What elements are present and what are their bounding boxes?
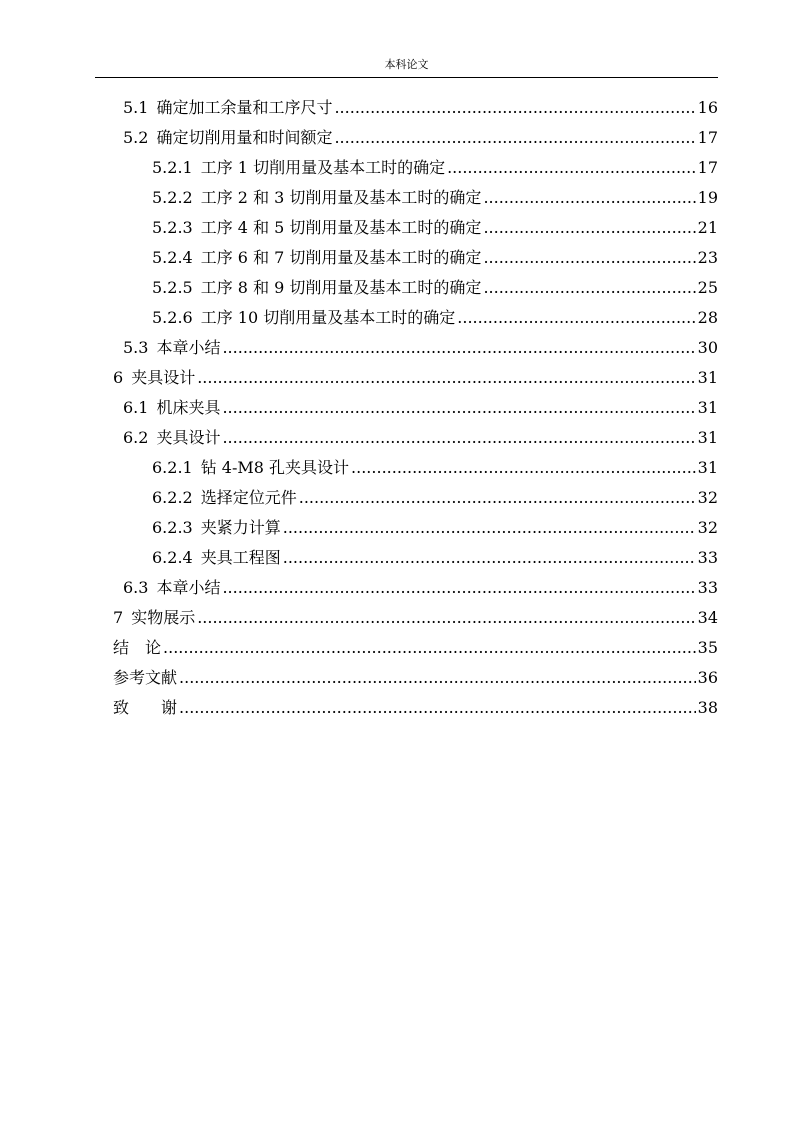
toc-entry-title: 工序 10 切削用量及基本工时的确定 bbox=[200, 308, 456, 327]
toc-dot-leader bbox=[334, 93, 695, 123]
toc-entry-page: 31 bbox=[697, 428, 718, 447]
toc-entry[interactable] bbox=[152, 273, 718, 303]
toc-entry[interactable] bbox=[113, 693, 718, 723]
toc-entry-number: 6.2.2 bbox=[152, 488, 193, 507]
toc-entry-page: 36 bbox=[697, 668, 718, 687]
toc-dot-leader bbox=[222, 333, 695, 363]
toc-entry-page: 23 bbox=[697, 248, 718, 267]
toc-entry-title: 夹具设计 bbox=[156, 428, 221, 447]
toc-entry-page: 33 bbox=[697, 578, 718, 597]
toc-entry-number: 6.3 bbox=[123, 578, 149, 597]
toc-entry-title: 致 谢 bbox=[113, 698, 178, 717]
toc-entry-page: 28 bbox=[697, 308, 718, 327]
toc-entry-title: 夹紧力计算 bbox=[200, 518, 281, 537]
toc-entry[interactable] bbox=[123, 393, 718, 423]
toc-dot-leader bbox=[334, 123, 695, 153]
toc-dot-leader bbox=[222, 423, 695, 453]
toc-entry-page: 19 bbox=[697, 188, 718, 207]
toc-entry[interactable] bbox=[113, 663, 718, 693]
toc-entry-title: 工序 2 和 3 切削用量及基本工时的确定 bbox=[200, 188, 482, 207]
toc-entry-number: 5.2.1 bbox=[152, 158, 193, 177]
toc-entry-page: 31 bbox=[697, 368, 718, 387]
toc-entry-number: 6.2.1 bbox=[152, 458, 193, 477]
toc-entry-number: 7 bbox=[113, 608, 124, 627]
toc-entry-page: 25 bbox=[697, 278, 718, 297]
toc-entry-page: 32 bbox=[697, 518, 718, 537]
toc-entry[interactable] bbox=[152, 543, 718, 573]
toc-entry-number: 5.2.2 bbox=[152, 188, 193, 207]
toc-entry-title: 确定切削用量和时间额定 bbox=[156, 128, 333, 147]
toc-entry[interactable] bbox=[123, 423, 718, 453]
toc-dot-leader bbox=[179, 693, 696, 723]
toc-entry-title: 本章小结 bbox=[156, 338, 221, 357]
toc-entry[interactable] bbox=[113, 603, 718, 633]
toc-dot-leader bbox=[483, 213, 695, 243]
toc-entry-title: 实物展示 bbox=[131, 608, 196, 627]
toc-entry[interactable] bbox=[152, 453, 718, 483]
toc-dot-leader bbox=[483, 243, 695, 273]
toc-entry-title: 选择定位元件 bbox=[200, 488, 297, 507]
toc-entry-number: 5.3 bbox=[123, 338, 149, 357]
toc-entry-page: 17 bbox=[697, 128, 718, 147]
toc-entry-page: 31 bbox=[697, 398, 718, 417]
toc-entry[interactable] bbox=[152, 303, 718, 333]
toc-dot-leader bbox=[222, 393, 695, 423]
toc-entry[interactable] bbox=[152, 483, 718, 513]
toc-entry-number: 5.2 bbox=[123, 128, 149, 147]
toc-entry[interactable] bbox=[113, 633, 718, 663]
toc-entry[interactable] bbox=[123, 333, 718, 363]
toc-entry-number: 5.2.6 bbox=[152, 308, 193, 327]
toc-entry-title: 结 论 bbox=[113, 638, 162, 657]
toc-entry-title: 本章小结 bbox=[156, 578, 221, 597]
toc-dot-leader bbox=[197, 363, 695, 393]
toc-entry-page: 16 bbox=[697, 98, 718, 117]
header-rule bbox=[95, 77, 718, 78]
toc-dot-leader bbox=[483, 183, 695, 213]
toc-entry-title: 确定加工余量和工序尺寸 bbox=[156, 98, 333, 117]
toc-entry-number: 6 bbox=[113, 368, 124, 387]
toc-entry[interactable] bbox=[152, 513, 718, 543]
toc-entry-page: 31 bbox=[697, 458, 718, 477]
toc-entry-title: 钻 4-M8 孔夹具设计 bbox=[200, 458, 350, 477]
toc-entry[interactable] bbox=[152, 213, 718, 243]
toc-entry-title: 工序 8 和 9 切削用量及基本工时的确定 bbox=[200, 278, 482, 297]
toc-dot-leader bbox=[299, 483, 696, 513]
toc-entry-title: 夹具设计 bbox=[131, 368, 196, 387]
toc-entry-page: 38 bbox=[697, 698, 718, 717]
toc-entry[interactable] bbox=[123, 123, 718, 153]
toc-entry-page: 17 bbox=[697, 158, 718, 177]
toc-entry-title: 工序 1 切削用量及基本工时的确定 bbox=[200, 158, 446, 177]
toc-dot-leader bbox=[179, 663, 696, 693]
toc-dot-leader bbox=[163, 633, 696, 663]
toc-dot-leader bbox=[483, 273, 695, 303]
toc-entry-number: 6.2 bbox=[123, 428, 149, 447]
toc-entry-page: 35 bbox=[697, 638, 718, 657]
toc-dot-leader bbox=[283, 513, 696, 543]
toc-dot-leader bbox=[447, 153, 696, 183]
toc-entry-title: 工序 4 和 5 切削用量及基本工时的确定 bbox=[200, 218, 482, 237]
toc-entry[interactable] bbox=[152, 243, 718, 273]
toc-entry-title: 夹具工程图 bbox=[200, 548, 281, 567]
page-header: 本科论文 bbox=[384, 58, 429, 71]
toc-entry-title: 机床夹具 bbox=[156, 398, 221, 417]
toc-entry-title: 参考文献 bbox=[113, 668, 178, 687]
toc-entry-number: 6.2.4 bbox=[152, 548, 193, 567]
toc-entry-number: 5.2.5 bbox=[152, 278, 193, 297]
toc-entry-page: 33 bbox=[697, 548, 718, 567]
toc-dot-leader bbox=[197, 603, 695, 633]
toc-entry-number: 5.2.4 bbox=[152, 248, 193, 267]
toc-entry-number: 6.1 bbox=[123, 398, 149, 417]
toc-entry-page: 30 bbox=[697, 338, 718, 357]
toc-entry-number: 6.2.3 bbox=[152, 518, 193, 537]
toc-dot-leader bbox=[222, 573, 695, 603]
toc-dot-leader bbox=[283, 543, 696, 573]
toc-entry[interactable] bbox=[152, 183, 718, 213]
toc-entry-number: 5.1 bbox=[123, 98, 149, 117]
toc-entry-number: 5.2.3 bbox=[152, 218, 193, 237]
toc-dot-leader bbox=[351, 453, 696, 483]
toc-entry-page: 32 bbox=[697, 488, 718, 507]
toc-entry[interactable] bbox=[123, 573, 718, 603]
toc-entry[interactable] bbox=[123, 93, 718, 123]
toc-entry-page: 34 bbox=[697, 608, 718, 627]
toc-entry-title: 工序 6 和 7 切削用量及基本工时的确定 bbox=[200, 248, 482, 267]
toc-entry[interactable] bbox=[152, 153, 718, 183]
toc-entry[interactable] bbox=[113, 363, 718, 393]
toc-dot-leader bbox=[457, 303, 695, 333]
toc-entry-page: 21 bbox=[697, 218, 718, 237]
